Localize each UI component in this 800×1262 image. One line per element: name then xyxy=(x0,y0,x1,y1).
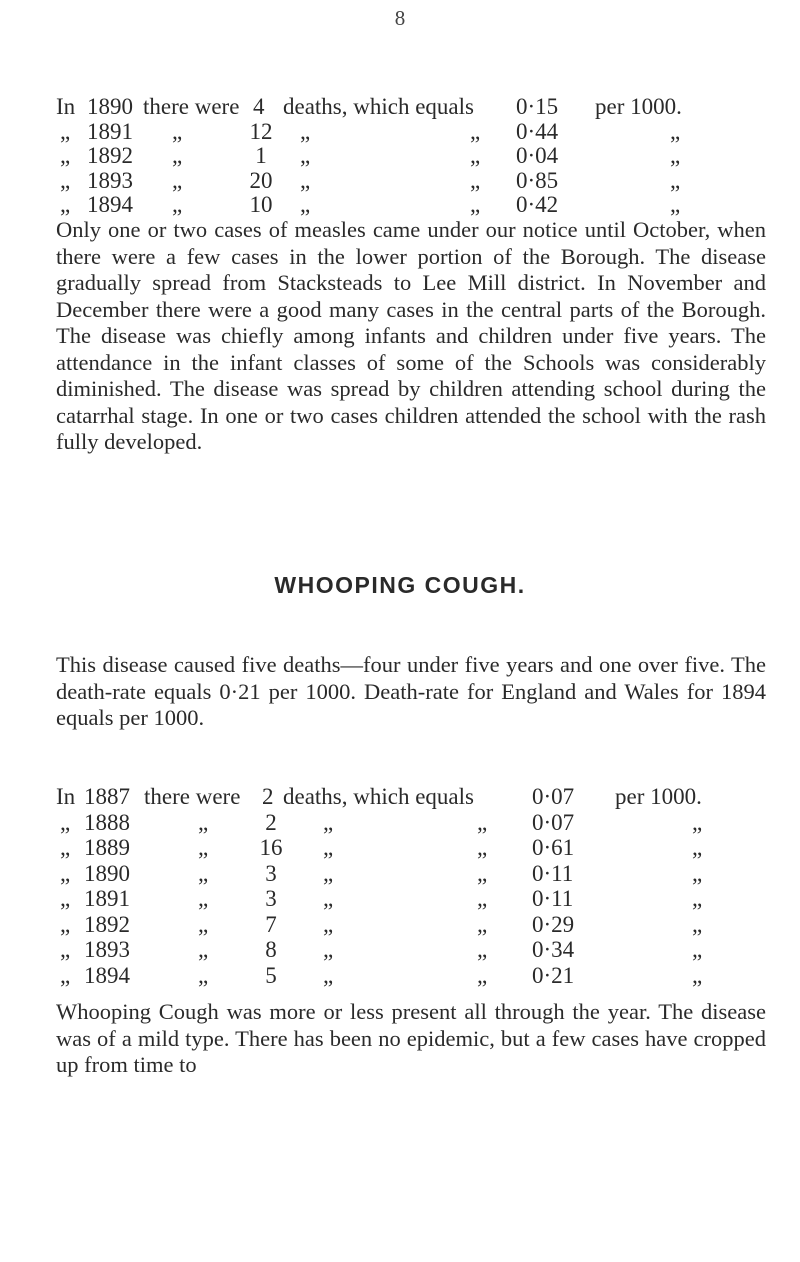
row-ditto: „ xyxy=(198,835,209,860)
row-ditto: „ xyxy=(60,118,71,144)
row-year: 1893 xyxy=(84,937,130,962)
row-ditto: „ xyxy=(198,911,209,937)
row-deaths: 3 xyxy=(265,860,277,886)
table-row xyxy=(0,168,800,193)
row-ditto: „ xyxy=(60,167,71,193)
row-deaths: 2 xyxy=(262,784,274,809)
row-ditto: „ xyxy=(60,192,71,217)
table-row xyxy=(0,937,800,963)
row-there-were: there were xyxy=(143,94,240,119)
row-ditto: „ xyxy=(323,937,334,962)
row-ditto: „ xyxy=(300,192,311,217)
row-ditto: „ xyxy=(172,192,183,217)
row-ditto: „ xyxy=(670,167,681,193)
row-ditto: „ xyxy=(60,886,71,911)
row-deaths: 5 xyxy=(265,962,277,988)
row-rate: 0·42 xyxy=(516,192,559,217)
row-ditto: „ xyxy=(470,143,481,168)
row-ditto: „ xyxy=(60,860,71,886)
row-ditto: „ xyxy=(323,809,334,835)
row-rate: 0·04 xyxy=(516,143,559,168)
table-row xyxy=(0,963,800,989)
row-ditto: „ xyxy=(323,911,334,937)
row-year: 1890 xyxy=(84,860,130,886)
row-deaths: 7 xyxy=(265,911,277,937)
row-ditto: „ xyxy=(477,809,488,835)
row-ditto: „ xyxy=(198,937,209,962)
row-ditto: „ xyxy=(470,118,481,144)
table-row xyxy=(0,861,800,887)
row-year: 1894 xyxy=(87,192,133,217)
row-year: 1894 xyxy=(84,962,130,988)
row-year: 1893 xyxy=(87,167,133,193)
row-deaths: 2 xyxy=(265,809,277,835)
row-ditto: „ xyxy=(60,809,71,835)
row-ditto: „ xyxy=(198,886,209,911)
section-heading-whooping-cough: WHOOPING COUGH. xyxy=(274,572,526,598)
measles-paragraph: Only one or two cases of measles came under our notice until October, when there were a few cases in the lower portion of the Borough. The disease gradually spread from Stacksteads to Lee Mill district. In November and December there were a good many cases in the central parts of the Borough. The disease was chiefly among infants and children under five years. The attendance in the infant classes of some of the Schools was considerably diminished. The disease was spread by children attending school during the catarrhal stage. In one or two cases children attended the school with the rash fully developed. xyxy=(56,217,766,454)
row-deaths: 3 xyxy=(265,886,277,911)
row-ditto: „ xyxy=(60,143,71,168)
row-year: 1892 xyxy=(84,911,130,937)
row-prefix: In xyxy=(56,94,76,119)
row-ditto: „ xyxy=(323,835,334,860)
row-rate: 0·29 xyxy=(532,911,575,937)
row-ditto: „ xyxy=(172,167,183,193)
row-ditto: „ xyxy=(60,911,71,937)
row-year: 1891 xyxy=(87,118,133,144)
row-rate: 0·44 xyxy=(516,118,559,144)
row-ditto: „ xyxy=(323,860,334,886)
row-deaths: 8 xyxy=(265,937,277,962)
row-ditto: „ xyxy=(692,937,703,962)
row-rate: 0·07 xyxy=(532,784,575,809)
table-row xyxy=(0,784,800,810)
row-rate: 0·61 xyxy=(532,835,575,860)
row-ditto: „ xyxy=(300,118,311,144)
row-per: per 1000. xyxy=(595,94,682,119)
table-row xyxy=(0,810,800,836)
page-number: 8 xyxy=(394,6,406,30)
row-rate: 0·21 xyxy=(532,962,575,988)
row-ditto: „ xyxy=(670,192,681,217)
row-ditto: „ xyxy=(477,962,488,988)
row-deaths: 4 xyxy=(253,94,265,119)
row-ditto: „ xyxy=(692,835,703,860)
row-ditto: „ xyxy=(692,911,703,937)
row-ditto: „ xyxy=(692,962,703,988)
row-ditto: „ xyxy=(198,860,209,886)
row-there-were: there were xyxy=(144,784,241,809)
row-ditto: „ xyxy=(198,809,209,835)
row-ditto: „ xyxy=(172,118,183,144)
row-ditto: „ xyxy=(692,860,703,886)
row-deaths: 12 xyxy=(249,118,273,144)
row-ditto: „ xyxy=(470,192,481,217)
row-year: 1890 xyxy=(87,94,133,119)
row-ditto: „ xyxy=(323,962,334,988)
row-ditto: „ xyxy=(300,167,311,193)
measles-death-table xyxy=(0,94,800,217)
row-deaths: 16 xyxy=(259,835,283,860)
row-ditto: „ xyxy=(323,886,334,911)
row-ditto: „ xyxy=(670,143,681,168)
row-deaths: 1 xyxy=(255,143,267,168)
row-ditto: „ xyxy=(198,962,209,988)
table-row xyxy=(0,143,800,168)
row-ditto: „ xyxy=(60,835,71,860)
row-ditto: „ xyxy=(692,886,703,911)
table-row xyxy=(0,886,800,912)
row-per: per 1000. xyxy=(615,784,702,809)
row-year: 1887 xyxy=(84,784,130,809)
row-deaths: 10 xyxy=(249,192,273,217)
row-rate: 0·34 xyxy=(532,937,575,962)
row-ditto: „ xyxy=(470,167,481,193)
row-ditto: „ xyxy=(300,143,311,168)
row-year: 1889 xyxy=(84,835,130,860)
row-ditto: „ xyxy=(477,911,488,937)
table-row xyxy=(0,119,800,144)
row-ditto: „ xyxy=(477,937,488,962)
row-ditto: „ xyxy=(60,962,71,988)
row-ditto: „ xyxy=(670,118,681,144)
row-year: 1891 xyxy=(84,886,130,911)
table-row xyxy=(0,912,800,938)
whooping-death-table xyxy=(0,784,800,988)
row-rate: 0·11 xyxy=(532,860,574,886)
row-prefix: In xyxy=(56,784,76,809)
row-ditto: „ xyxy=(692,809,703,835)
table-row xyxy=(0,192,800,217)
whooping-intro-paragraph: This disease caused five deaths—four under five years and one over five. The death-rate equals 0·21 per 1000. Death-rate for England and Wales for 1894 equals per 1000. xyxy=(56,652,766,730)
row-year: 1888 xyxy=(84,809,130,835)
table-row xyxy=(0,94,800,119)
row-deaths: 20 xyxy=(249,167,273,193)
row-rate: 0·85 xyxy=(516,167,559,193)
row-ditto: „ xyxy=(477,860,488,886)
row-rate: 0·07 xyxy=(532,809,575,835)
table-row xyxy=(0,835,800,861)
row-ditto: „ xyxy=(477,835,488,860)
row-ditto: „ xyxy=(172,143,183,168)
row-which-equals: deaths, which equals xyxy=(283,94,474,119)
row-rate: 0·11 xyxy=(532,886,574,911)
row-ditto: „ xyxy=(60,937,71,962)
row-year: 1892 xyxy=(87,143,133,168)
whooping-note-paragraph: Whooping Cough was more or less present all through the year. The disease was of a mild type. There has been no epidemic, but a few cases have cropped up from time to xyxy=(56,999,766,1077)
row-rate: 0·15 xyxy=(516,94,559,119)
row-which-equals: deaths, which equals xyxy=(283,784,474,809)
row-ditto: „ xyxy=(477,886,488,911)
